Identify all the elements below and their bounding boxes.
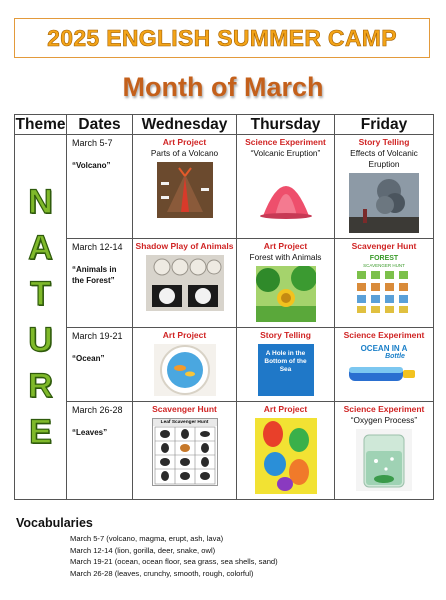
theme-letter: N: [28, 183, 53, 221]
ocean-bottle-sublabel: Bottle: [385, 353, 405, 360]
activity-title: Art Project: [263, 241, 308, 251]
theme-letter: R: [28, 367, 53, 405]
activity-cell: [335, 328, 434, 402]
activity-cell: [237, 402, 335, 500]
shadow-puppets-image: [146, 255, 224, 311]
forest-hunt-sheet-image: [353, 255, 415, 317]
vocabularies-list: [70, 533, 410, 579]
table-row: [15, 239, 434, 328]
ocean-bottle-image: [345, 344, 423, 390]
theme-cell: [15, 135, 67, 500]
activity-cell: [237, 239, 335, 328]
book-title: A Hole in the Bottom of the Sea: [264, 350, 307, 373]
week-topic: “Leaves”: [72, 428, 108, 437]
activity-title: Science Experiment: [343, 330, 425, 340]
activity-cell: [237, 328, 335, 402]
activity-title: Scavenger Hunt: [351, 241, 417, 251]
list-item: March 19-21 (ocean, ocean floor, sea grass, sea shells, sand): [70, 557, 278, 566]
activity-cell: [133, 328, 237, 402]
header-friday: Friday: [335, 115, 434, 135]
activity-title: Scavenger Hunt: [152, 404, 217, 414]
header-row: [15, 115, 434, 135]
activity-title: Art Project: [162, 330, 207, 340]
week-topic: “Animals in the Forest”: [72, 265, 117, 285]
header-theme: Theme: [15, 115, 66, 133]
header-wednesday: Wednesday: [133, 115, 237, 135]
activity-subtitle: Effects of Volcanic Eruption: [350, 148, 418, 169]
activity-cell: [237, 135, 335, 239]
theme-nature: [15, 182, 66, 452]
theme-letter: U: [28, 321, 53, 359]
activity-cell: [133, 239, 237, 328]
activity-subtitle: Parts of a Volcano: [150, 148, 219, 158]
week-topic: “Volcano”: [72, 161, 111, 170]
activity-cell: [133, 135, 237, 239]
eruption-photo-image: [349, 173, 419, 233]
header-dates: Dates: [67, 115, 133, 135]
ocean-bottle-label: OCEAN IN A: [360, 344, 408, 353]
forest-animals-image: [256, 266, 316, 322]
camp-banner: [14, 18, 430, 58]
forest-hunt-sublabel: SCAVENGER HUNT: [363, 263, 405, 268]
theme-letter: E: [29, 413, 52, 451]
week-date: March 12-14: [72, 242, 123, 252]
month-title: Month of March: [122, 72, 324, 102]
week-topic: “Ocean”: [72, 354, 105, 363]
activity-title: Art Project: [162, 137, 207, 147]
oxygen-jar-image: [356, 429, 412, 491]
volcano-model-image: [157, 162, 213, 218]
dates-cell: [67, 239, 133, 328]
leaf-painting-image: [255, 418, 317, 494]
ocean-plate-image: [154, 344, 216, 396]
dates-cell: [67, 135, 133, 239]
activity-cell: [335, 239, 434, 328]
list-item: March 12-14 (lion, gorilla, deer, snake, owl): [70, 545, 216, 555]
activity-title: Story Telling: [260, 330, 311, 340]
vocabularies-section: [16, 516, 93, 530]
vocabularies-title: Vocabularies: [16, 516, 93, 530]
activity-title: Science Experiment: [343, 404, 425, 414]
theme-letter: T: [30, 275, 51, 313]
activity-subtitle: “Oxygen Process”: [350, 415, 418, 425]
dates-cell: [67, 328, 133, 402]
activity-title: Art Project: [263, 404, 308, 414]
bottle-graphic: [345, 361, 423, 385]
activity-title: Science Experiment: [245, 137, 326, 147]
table-row: [15, 402, 434, 500]
header-thursday: Thursday: [237, 115, 335, 135]
table-row: [15, 328, 434, 402]
schedule-table: [14, 114, 434, 500]
leaf-hunt-label: Leaf Scavenger Hunt: [153, 419, 217, 426]
theme-letter: A: [28, 229, 53, 267]
activity-title: Story Telling: [358, 137, 410, 147]
camp-title: 2025 ENGLISH SUMMER CAMP: [47, 24, 397, 51]
activity-subtitle: “Volcanic Eruption”: [250, 148, 321, 158]
ocean-book-image: [258, 344, 314, 396]
activity-cell: [335, 135, 434, 239]
dates-cell: [67, 402, 133, 500]
activity-cell: [133, 402, 237, 500]
week-date: March 26-28: [72, 405, 123, 415]
activity-cell: [335, 402, 434, 500]
list-item: March 26-28 (leaves, crunchy, smooth, rough, colorful): [70, 568, 254, 578]
week-date: March 19-21: [72, 331, 123, 341]
activity-title: Shadow Play of Animals: [135, 241, 234, 251]
forest-hunt-grid: [353, 269, 415, 315]
leaf-hunt-grid: [153, 426, 217, 486]
table-row: [15, 135, 434, 239]
leaf-hunt-sheet-image: [152, 418, 218, 486]
volcano-eruption-image: [255, 162, 317, 220]
activity-subtitle: Forest with Animals: [249, 252, 322, 262]
week-date: March 5-7: [72, 138, 113, 148]
list-item: March 5-7 (volcano, magma, erupt, ash, lava): [70, 534, 224, 543]
forest-hunt-label: FOREST: [369, 255, 399, 262]
